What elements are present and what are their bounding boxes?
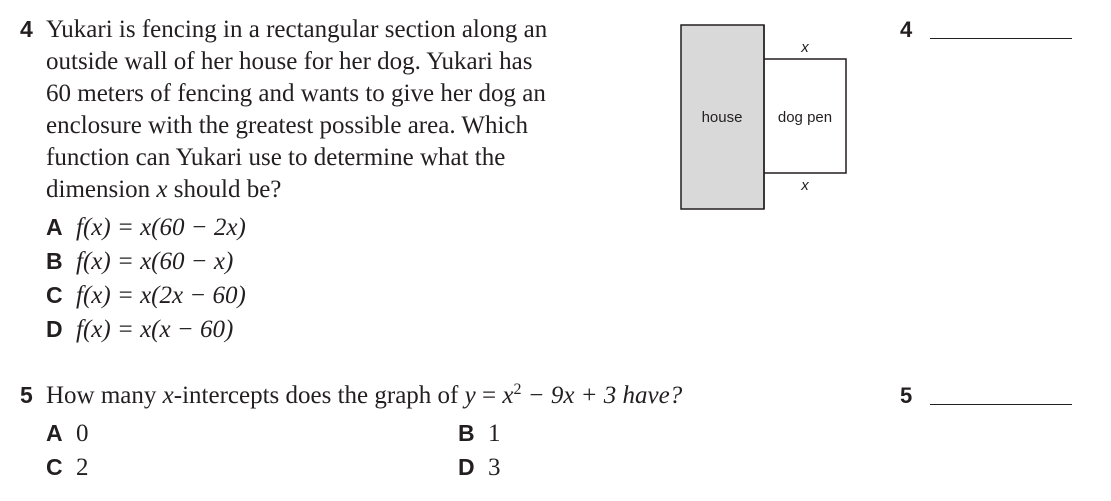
- choice-expression: f(x) = x(x − 60): [76, 316, 234, 343]
- equation-rest: − 9x + 3 have?: [521, 382, 683, 409]
- stem-line: 60 meters of fencing and wants to give her dog an: [46, 80, 546, 107]
- choice-value: 1: [488, 420, 501, 447]
- choice-letter: A: [46, 420, 63, 446]
- choice-letter: D: [46, 316, 63, 342]
- choice-4c[interactable]: [46, 280, 246, 311]
- pen-label: dog pen: [777, 109, 833, 126]
- choice-5a[interactable]: [46, 418, 89, 449]
- choice-5c[interactable]: [46, 452, 89, 483]
- choice-value: 2: [76, 454, 89, 481]
- choice-5d[interactable]: [458, 452, 501, 483]
- house-label: house: [701, 109, 743, 126]
- choice-expression: f(x) = x(2x − 60): [76, 282, 246, 309]
- question-5-number: 5: [20, 382, 33, 408]
- answer-5-number: 5: [900, 383, 913, 408]
- variable-x: x: [502, 382, 514, 409]
- stem-text: should be?: [167, 176, 282, 203]
- top-side-label: x: [801, 39, 809, 56]
- choice-4a[interactable]: [46, 212, 246, 243]
- stem-text: How many: [46, 382, 163, 409]
- choice-value: 3: [488, 454, 501, 481]
- variable-x: x: [162, 382, 174, 409]
- stem-line: outside wall of her house for her dog. Yukari has: [46, 48, 533, 75]
- question-4-number: 4: [20, 16, 33, 42]
- choice-letter: B: [458, 420, 475, 446]
- choice-value: 0: [76, 420, 89, 447]
- choice-letter: A: [46, 214, 63, 240]
- question-5-stem: [46, 380, 682, 412]
- choice-letter: C: [46, 454, 63, 480]
- stem-text: -intercepts does the graph of: [173, 382, 465, 409]
- equals-sign: =: [475, 382, 503, 409]
- variable-x: x: [156, 176, 168, 203]
- choice-4b[interactable]: [46, 246, 233, 277]
- stem-line: [46, 174, 626, 206]
- answer-5-blank[interactable]: [930, 404, 1072, 405]
- question-4-stem: [46, 14, 626, 206]
- choice-expression: f(x) = x(60 − x): [76, 248, 234, 275]
- choice-4d[interactable]: [46, 314, 233, 345]
- bottom-side-label: x: [801, 177, 809, 194]
- dog-pen-diagram: [675, 20, 865, 220]
- choice-letter: B: [46, 248, 63, 274]
- choice-letter: C: [46, 282, 63, 308]
- choice-5b[interactable]: [458, 418, 501, 449]
- exponent: 2: [513, 381, 522, 398]
- variable-y: y: [464, 382, 476, 409]
- answer-4-blank[interactable]: [930, 38, 1072, 39]
- stem-line: function can Yukari use to determine what the: [46, 144, 506, 171]
- stem-text: dimension: [46, 176, 157, 203]
- stem-line: Yukari is fencing in a rectangular section along an: [46, 16, 548, 43]
- choice-expression: f(x) = x(60 − 2x): [76, 214, 246, 241]
- choice-letter: D: [458, 454, 475, 480]
- stem-line: enclosure with the greatest possible area. Which: [46, 112, 529, 139]
- answer-4-number: 4: [900, 17, 913, 42]
